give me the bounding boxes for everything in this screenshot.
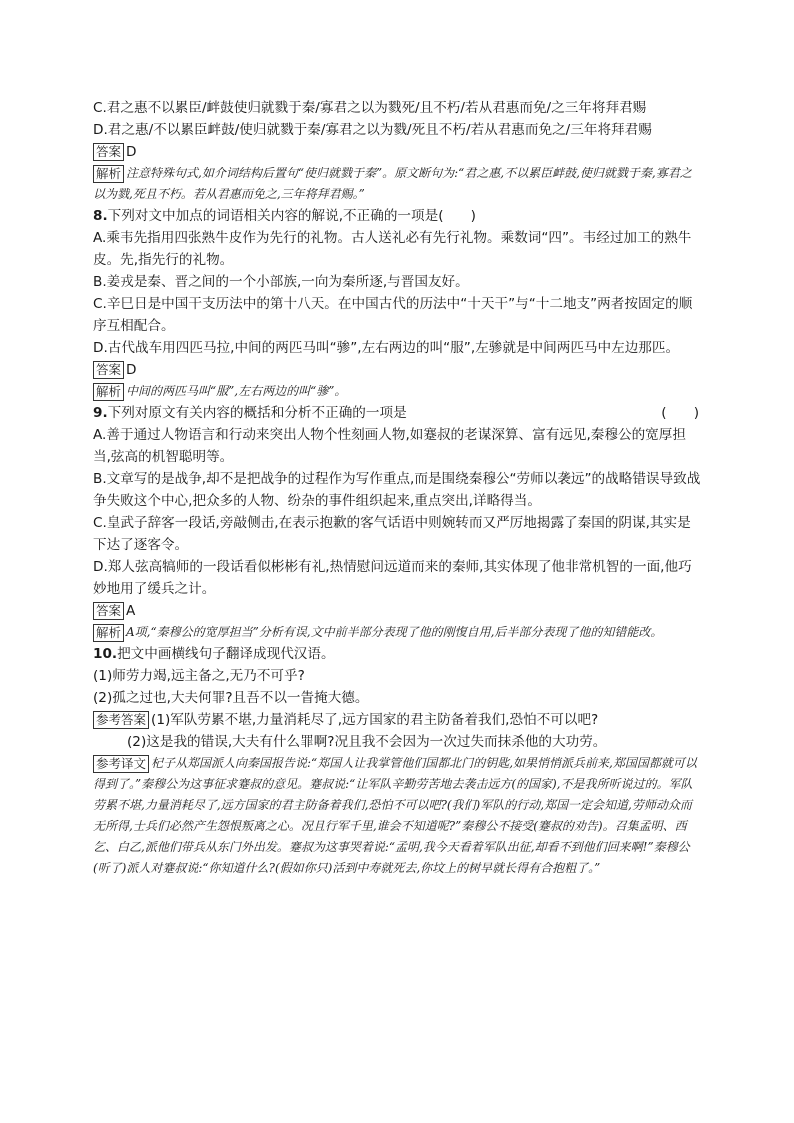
question-number: 8. — [93, 208, 108, 224]
answer-tag: 答案 — [93, 361, 124, 379]
q9-explanation — [93, 622, 701, 643]
answer-tag: 答案 — [93, 143, 124, 161]
answer-value: D — [126, 362, 137, 378]
q7-option-d: D.君之惠/不以累臣衅鼓/使归就戮于秦/寡君之以为戮/死且不朽/若从君惠而免之/三年将拜君赐 — [93, 122, 652, 138]
translation-tag: 参考译文 — [93, 755, 149, 773]
answer-value: D — [126, 144, 137, 160]
q9-option-c: C.皇武子辞客一段话,旁敲侧击,在表示抱歉的客气话语中则婉转而又严厉地揭露了秦国的阴谋,其实是下达了逐客令。 — [93, 515, 691, 553]
q7-answer — [93, 141, 701, 163]
explain-tag: 解析 — [93, 624, 124, 642]
answer-tag: 答案 — [93, 602, 124, 620]
question-text: 下列对原文有关内容的概括和分析不正确的一项是 — [107, 405, 407, 421]
q9-option-b: B.文章写的是战争,却不是把战争的过程作为写作重点,而是围绕秦穆公“劳师以袭远”的战略错误导致战争失败这个中心,把众多的人物、纷杂的事件组织起来,重点突出,详略得当。 — [93, 471, 701, 509]
q8-answer — [93, 359, 701, 381]
q7-option-c: C.君之惠不以累臣/衅鼓使归就戮于秦/寡君之以为戮死/且不朽/若从君惠而免/之三年将拜君赐 — [93, 100, 647, 116]
document-page — [93, 97, 701, 879]
q9-answer — [93, 600, 701, 622]
reference-answer-2: (2)这是我的错误,大夫有什么罪啊?况且我不会因为一次过失而抹杀他的大功劳。 — [127, 734, 607, 750]
answer-parenthesis: ( ) — [661, 405, 699, 421]
q9-option-d: D.郑人弦高犒师的一段话看似彬彬有礼,热情慰问远道而来的秦师,其实体现了他非常机智的一面,他巧妙地用了缓兵之计。 — [93, 559, 692, 597]
explain-tag: 解析 — [93, 165, 124, 183]
answer-value: A — [126, 603, 136, 619]
q8-stem — [93, 205, 701, 227]
explain-text: 注意特殊句式,如介词结构后置句“使归就戮于秦”。原文断句为:“君之惠,不以累臣衅鼓,使归就戮于秦,寡君之以为戮,死且不朽。若从君惠而免之,三年将拜君赐。” — [93, 166, 692, 201]
q8-explanation — [93, 381, 701, 402]
question-number: 9. — [93, 405, 108, 421]
question-text: 把文中画横线句子翻译成现代汉语。 — [117, 646, 335, 662]
q8-option-c: C.辛巳日是中国干支历法中的第十八天。在中国古代的历法中“十天干”与“十二地支”两者按固定的顺序互相配合。 — [93, 296, 693, 334]
reference-answer-1: (1)军队劳累不堪,力量消耗尽了,远方国家的君主防备着我们,恐怕不可以吧? — [151, 712, 599, 728]
reference-answer-tag: 参考答案 — [93, 711, 149, 729]
question-number: 10. — [93, 646, 118, 662]
q8-option-d: D.古代战车用四匹马拉,中间的两匹马叫“骖”,左右两边的叫“服”,左骖就是中间两匹马中左边那匹。 — [93, 340, 680, 356]
q10-sentence-1: (1)师劳力竭,远主备之,无乃不可乎? — [93, 668, 305, 684]
q10-sentence-2: (2)孤之过也,大夫何罪?且吾不以一眚掩大德。 — [93, 690, 369, 706]
q7-explanation — [93, 163, 701, 205]
translation-text: 杞子从郑国派人向秦国报告说:“郑国人让我掌管他们国都北门的钥匙,如果悄悄派兵前来,郑国国都就可以得到了。”秦穆公为这事征求蹇叔的意见。蹇叔说:“让军队辛勤劳苦地去袭击远方(的国家),不是我所听说过的。军队劳累不堪,力量消耗尽了,远方国家的君主防备着我们,恐怕不可以吧?(我们)军队的行动,郑国一定会知道,劳师动众而无所得,士兵们必然产生怨恨叛离之心。况且行军千里,谁会不知道呢?”秦穆公不接受(蹇叔的劝告)。召集孟明、西乞、白乙,派他们带兵从东门外出发。蹇叔为这事哭着说:“孟明,我今天看着军队出征,却看不到他们回来啊!”秦穆公(听了)派人对蹇叔说:“你知道什么?(假如你只)活到中寿就死去,你坟上的树早就长得有合抱粗了。” — [93, 756, 697, 875]
explain-text: 中间的两匹马叫“服”,左右两边的叫“骖”。 — [126, 384, 347, 398]
q9-option-a: A.善于通过人物语言和行动来突出人物个性刻画人物,如蹇叔的老谋深算、富有远见,秦穆公的宽厚担当,弦高的机智聪明等。 — [93, 427, 686, 465]
q8-option-a: A.乘韦先指用四张熟牛皮作为先行的礼物。古人送礼必有先行礼物。乘数词“四”。韦经过加工的熟牛皮。先,指先行的礼物。 — [93, 230, 692, 268]
q10-stem — [93, 643, 701, 665]
q9-stem — [93, 402, 701, 424]
question-text: 下列对文中加点的词语相关内容的解说,不正确的一项是( ) — [107, 208, 476, 224]
q10-reference-answer — [93, 709, 701, 731]
explain-tag: 解析 — [93, 383, 124, 401]
question-stem — [93, 402, 407, 424]
q10-translation — [93, 753, 701, 879]
q8-option-b: B.姜戎是秦、晋之间的一个小部族,一向为秦所逐,与晋国友好。 — [93, 274, 469, 290]
explain-text: A项,“秦穆公的宽厚担当”分析有误,文中前半部分表现了他的刚愎自用,后半部分表现了他的知错能改。 — [126, 625, 663, 639]
